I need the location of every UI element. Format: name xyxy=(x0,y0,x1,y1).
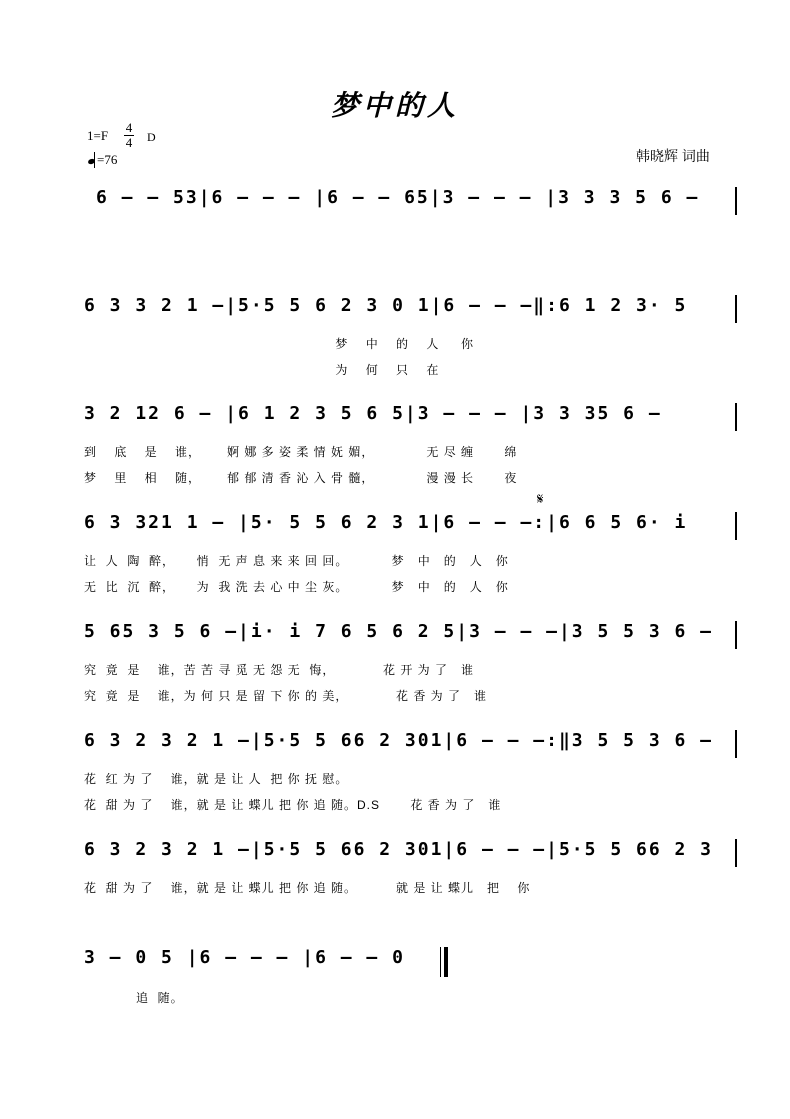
time-signature-bottom: 4 xyxy=(125,135,133,150)
lyric-line-1: 让 人 陶 醉， 悄 无 声 息 来 来 回 回。 梦 中 的 人 你 xyxy=(84,554,509,568)
key-letter: D xyxy=(147,130,156,144)
time-signature xyxy=(124,121,134,150)
right-barline xyxy=(0,293,790,333)
lyric-line-1: 追 随。 xyxy=(84,991,184,1005)
right-barline xyxy=(0,185,790,225)
right-barline xyxy=(0,619,790,659)
lyric-line-2: 无 比 沉 醉， 为 我 洗 去 心 中 尘 灰。 梦 中 的 人 你 xyxy=(84,580,509,594)
right-barline xyxy=(0,401,790,441)
lyric-line-2: 为 何 只 在 xyxy=(84,363,440,377)
notes-line: 5 65 3 5 6 –|i· i 7 6 5 6 2 5|3 – – –|3 5 5 3 6 – xyxy=(84,621,714,642)
time-signature-top: 4 xyxy=(125,120,133,135)
song-title: 梦中的人 xyxy=(330,89,459,122)
composer-credit: 韩晓辉 词曲 xyxy=(636,148,710,164)
notes-line: 6 3 2 3 2 1 –|5·5 5 66 2 301|6 – – –:‖3 5 5 3 6 – xyxy=(84,730,714,751)
right-barline xyxy=(0,728,790,768)
lyric-line-2: 究 竟 是 谁，为 何 只 是 留 下 你 的 美， 花 香 为 了 谁 xyxy=(84,689,488,703)
lyric-line-1: 花 甜 为 了 谁，就 是 让 蝶儿 把 你 追 随。 就 是 让 蝶儿 把 你 xyxy=(84,881,531,895)
lyric-line-1: 究 竟 是 谁，苦 苦 寻 觅 无 怨 无 悔， 花 开 为 了 谁 xyxy=(84,663,475,677)
lyric-line-2: 梦 里 相 随， 郁 郁 清 香 沁 入 骨 髓， 漫 漫 长 夜 xyxy=(84,471,518,485)
notes-line: 6 3 3 2 1 –|5·5 5 6 2 3 0 1|6 – – –‖:6 1 2 3· 5 xyxy=(84,295,688,316)
notes-line: 6 3 2 3 2 1 –|5·5 5 66 2 301|6 – – –|5·5 5 66 2 3 xyxy=(84,839,714,860)
notes-line: 6 – – 53|6 – – – |6 – – 65|3 – – – |3 3 3 5 6 – xyxy=(96,187,700,208)
lyric-line-1: 到 底 是 谁， 婀 娜 多 姿 柔 情 妩 媚， 无 尽 缠 绵 xyxy=(84,445,518,459)
right-barline xyxy=(0,837,790,877)
lyric-line-2: 花 甜 为 了 谁，就 是 让 蝶儿 把 你 追 随。D.S 花 香 为 了 谁 xyxy=(84,798,502,812)
lyric-line-1: 梦 中 的 人 你 xyxy=(84,337,475,351)
notes-line: 6 3 321 1 – |5· 5 5 6 2 3 1|6 – – –:|6 6 5 6· i xyxy=(84,512,688,533)
notes-line: 3 – 0 5 |6 – – – |6 – – 0 xyxy=(84,947,405,968)
lyric-line-1: 花 红 为 了 谁，就 是 让 人 把 你 抚 慰。 xyxy=(84,772,349,786)
tempo-marking xyxy=(88,152,117,168)
final-barline xyxy=(440,947,448,977)
segno-sign: 𝄋 xyxy=(537,490,544,508)
tempo-value: =76 xyxy=(97,152,118,167)
notes-line: 3 2 12 6 – |6 1 2 3 5 6 5|3 – – – |3 3 35 6 – xyxy=(84,403,662,424)
key-signature: 1=F xyxy=(87,128,109,143)
right-barline xyxy=(0,510,790,550)
